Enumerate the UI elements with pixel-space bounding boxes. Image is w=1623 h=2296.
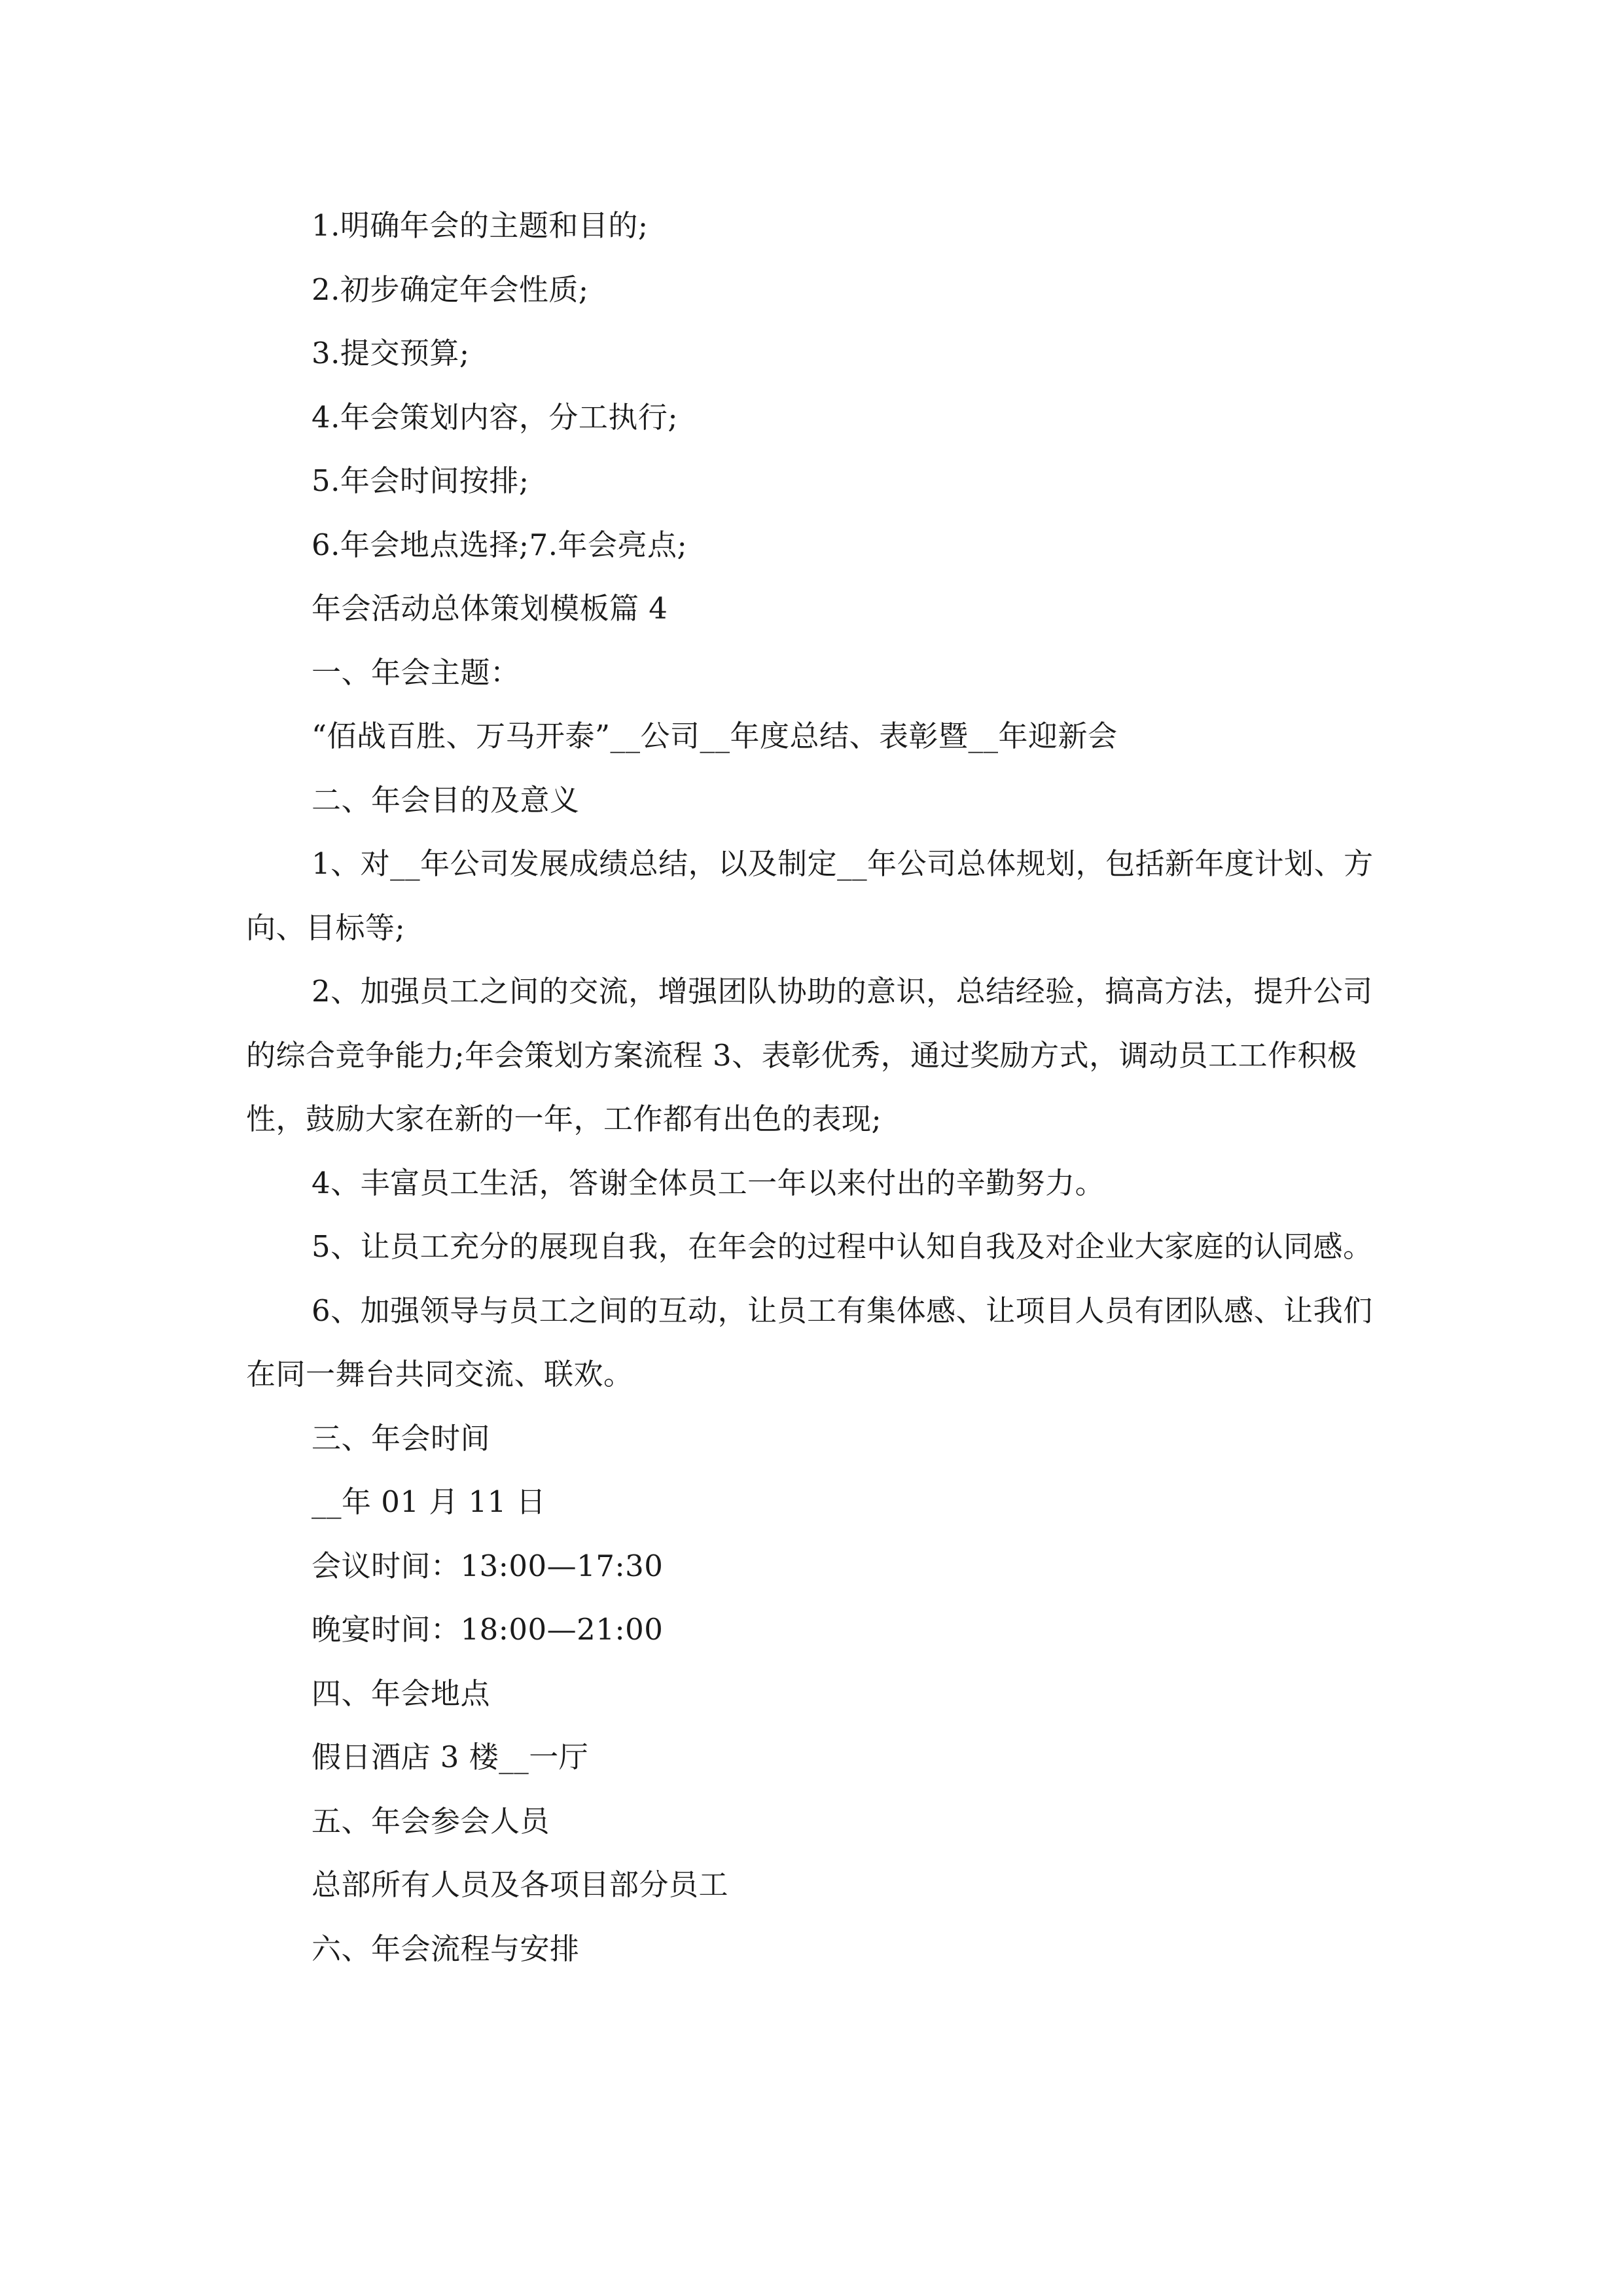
list-item: 5.年会时间按排; [312, 463, 529, 498]
date-text: __年 01 月 11 日 [312, 1484, 546, 1519]
purpose-item: 6、加强领导与员工之间的互动，让员工有集体感、让项目人员有团队感、让我们在同一舞台共同交流、联欢。 [246, 1293, 1373, 1391]
section-heading: 六、年会流程与安排 [312, 1931, 580, 1966]
section-heading: 一、年会主题： [312, 655, 520, 690]
purpose-item: 2、加强员工之间的交流，增强团队协助的意识，总结经验，搞高方法，提升公司的综合竞争能力;年会策划方案流程 3、表彰优秀，通过奖励方式，调动员工工作积极性，鼓励大家在新的一年，工作都有出色的表现; [246, 974, 1373, 1136]
list-item: 3.提交预算; [312, 336, 470, 370]
purpose-item: 1、对__年公司发展成绩总结，以及制定__年公司总体规划，包括新年度计划、方向、目标等; [246, 846, 1374, 945]
banquet-time: 晚宴时间：18:00—21:00 [312, 1612, 664, 1647]
section-heading: 五、年会参会人员 [312, 1803, 550, 1839]
purpose-item: 5、让员工充分的展现自我，在年会的过程中认知自我及对企业大家庭的认同感。 [312, 1229, 1373, 1264]
list-item: 1.明确年会的主题和目的; [312, 208, 649, 243]
list-item: 6.年会地点选择;7.年会亮点; [312, 527, 688, 562]
venue-text: 假日酒店 3 楼__一厅 [312, 1740, 589, 1774]
theme-text: “佰战百胜、万马开泰”__公司__年度总结、表彰暨__年迎新会 [312, 719, 1118, 753]
meeting-time: 会议时间：13:00—17:30 [312, 1548, 664, 1583]
list-item: 2.初步确定年会性质; [312, 272, 589, 307]
purpose-item: 4、丰富员工生活，答谢全体员工一年以来付出的辛勤努力。 [312, 1165, 1105, 1200]
document-body [246, 194, 1377, 1981]
section-title: 年会活动总体策划模板篇 4 [312, 591, 668, 626]
attendees-text: 总部所有人员及各项目部分员工 [312, 1867, 729, 1902]
list-item: 4.年会策划内容，分工执行; [312, 399, 679, 435]
section-heading: 四、年会地点 [312, 1676, 491, 1711]
section-heading: 二、年会目的及意义 [312, 782, 580, 817]
section-heading: 三、年会时间 [312, 1420, 491, 1456]
